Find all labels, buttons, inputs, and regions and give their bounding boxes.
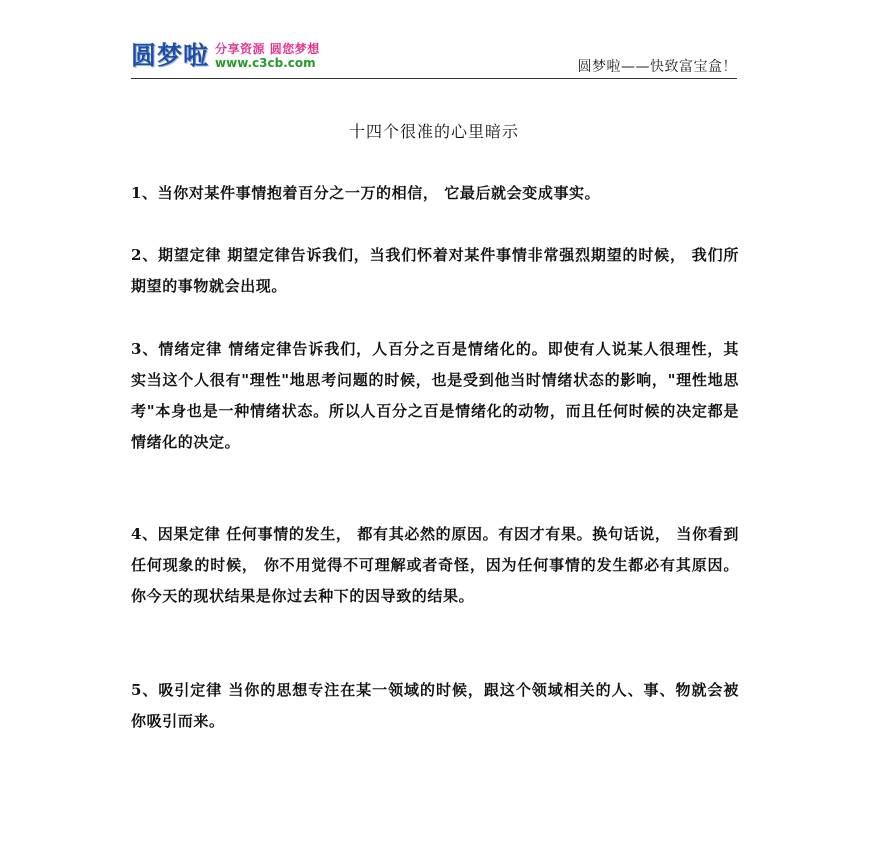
site-logo[interactable] [131,42,320,76]
header-divider [131,78,737,79]
logo-side-text [215,42,320,70]
paragraph-2: 2、期望定律 期望定律告诉我们，当我们怀着对某件事情非常强烈期望的时候， 我们所期望的事物就会出现。 [131,246,739,295]
logo-url-link[interactable]: www.c3cb.com [215,56,316,70]
paragraph-1: 1、当你对某件事情抱着百分之一万的相信， 它最后就会变成事实。 [131,184,601,202]
page-header [131,36,737,78]
logo-main-text: 圆梦啦 [131,41,210,70]
header-tagline: 圆梦啦——快致富宝盒！ [577,59,737,75]
paragraph-5: 5、吸引定律 当你的思想专注在某一领域的时候，跟这个领域相关的人、事、物就会被你吸引而来。 [131,681,739,730]
logo-slogan: 分享资源 圆您梦想 [215,42,320,56]
paragraph-4: 4、因果定律 任何事情的发生， 都有其必然的原因。有因才有果。换句话说， 当你看到任何现象的时候， 你不用觉得不可理解或者奇怪，因为任何事情的发生都必有其原因。你今天的现状结果是你过去种下的因导致的结果。 [131,525,739,605]
document-title: 十四个很准的心里暗示 [348,122,519,141]
paragraph-3: 3、情绪定律 情绪定律告诉我们，人百分之百是情绪化的。即使有人说某人很理性，其实当这个人很有"理性"地思考问题的时候，也是受到他当时情绪状态的影响，"理性地思考"本身也是一种情绪状态。所以人百分之百是情绪化的动物，而且任何时候的决定都是情绪化的决定。 [131,340,739,451]
